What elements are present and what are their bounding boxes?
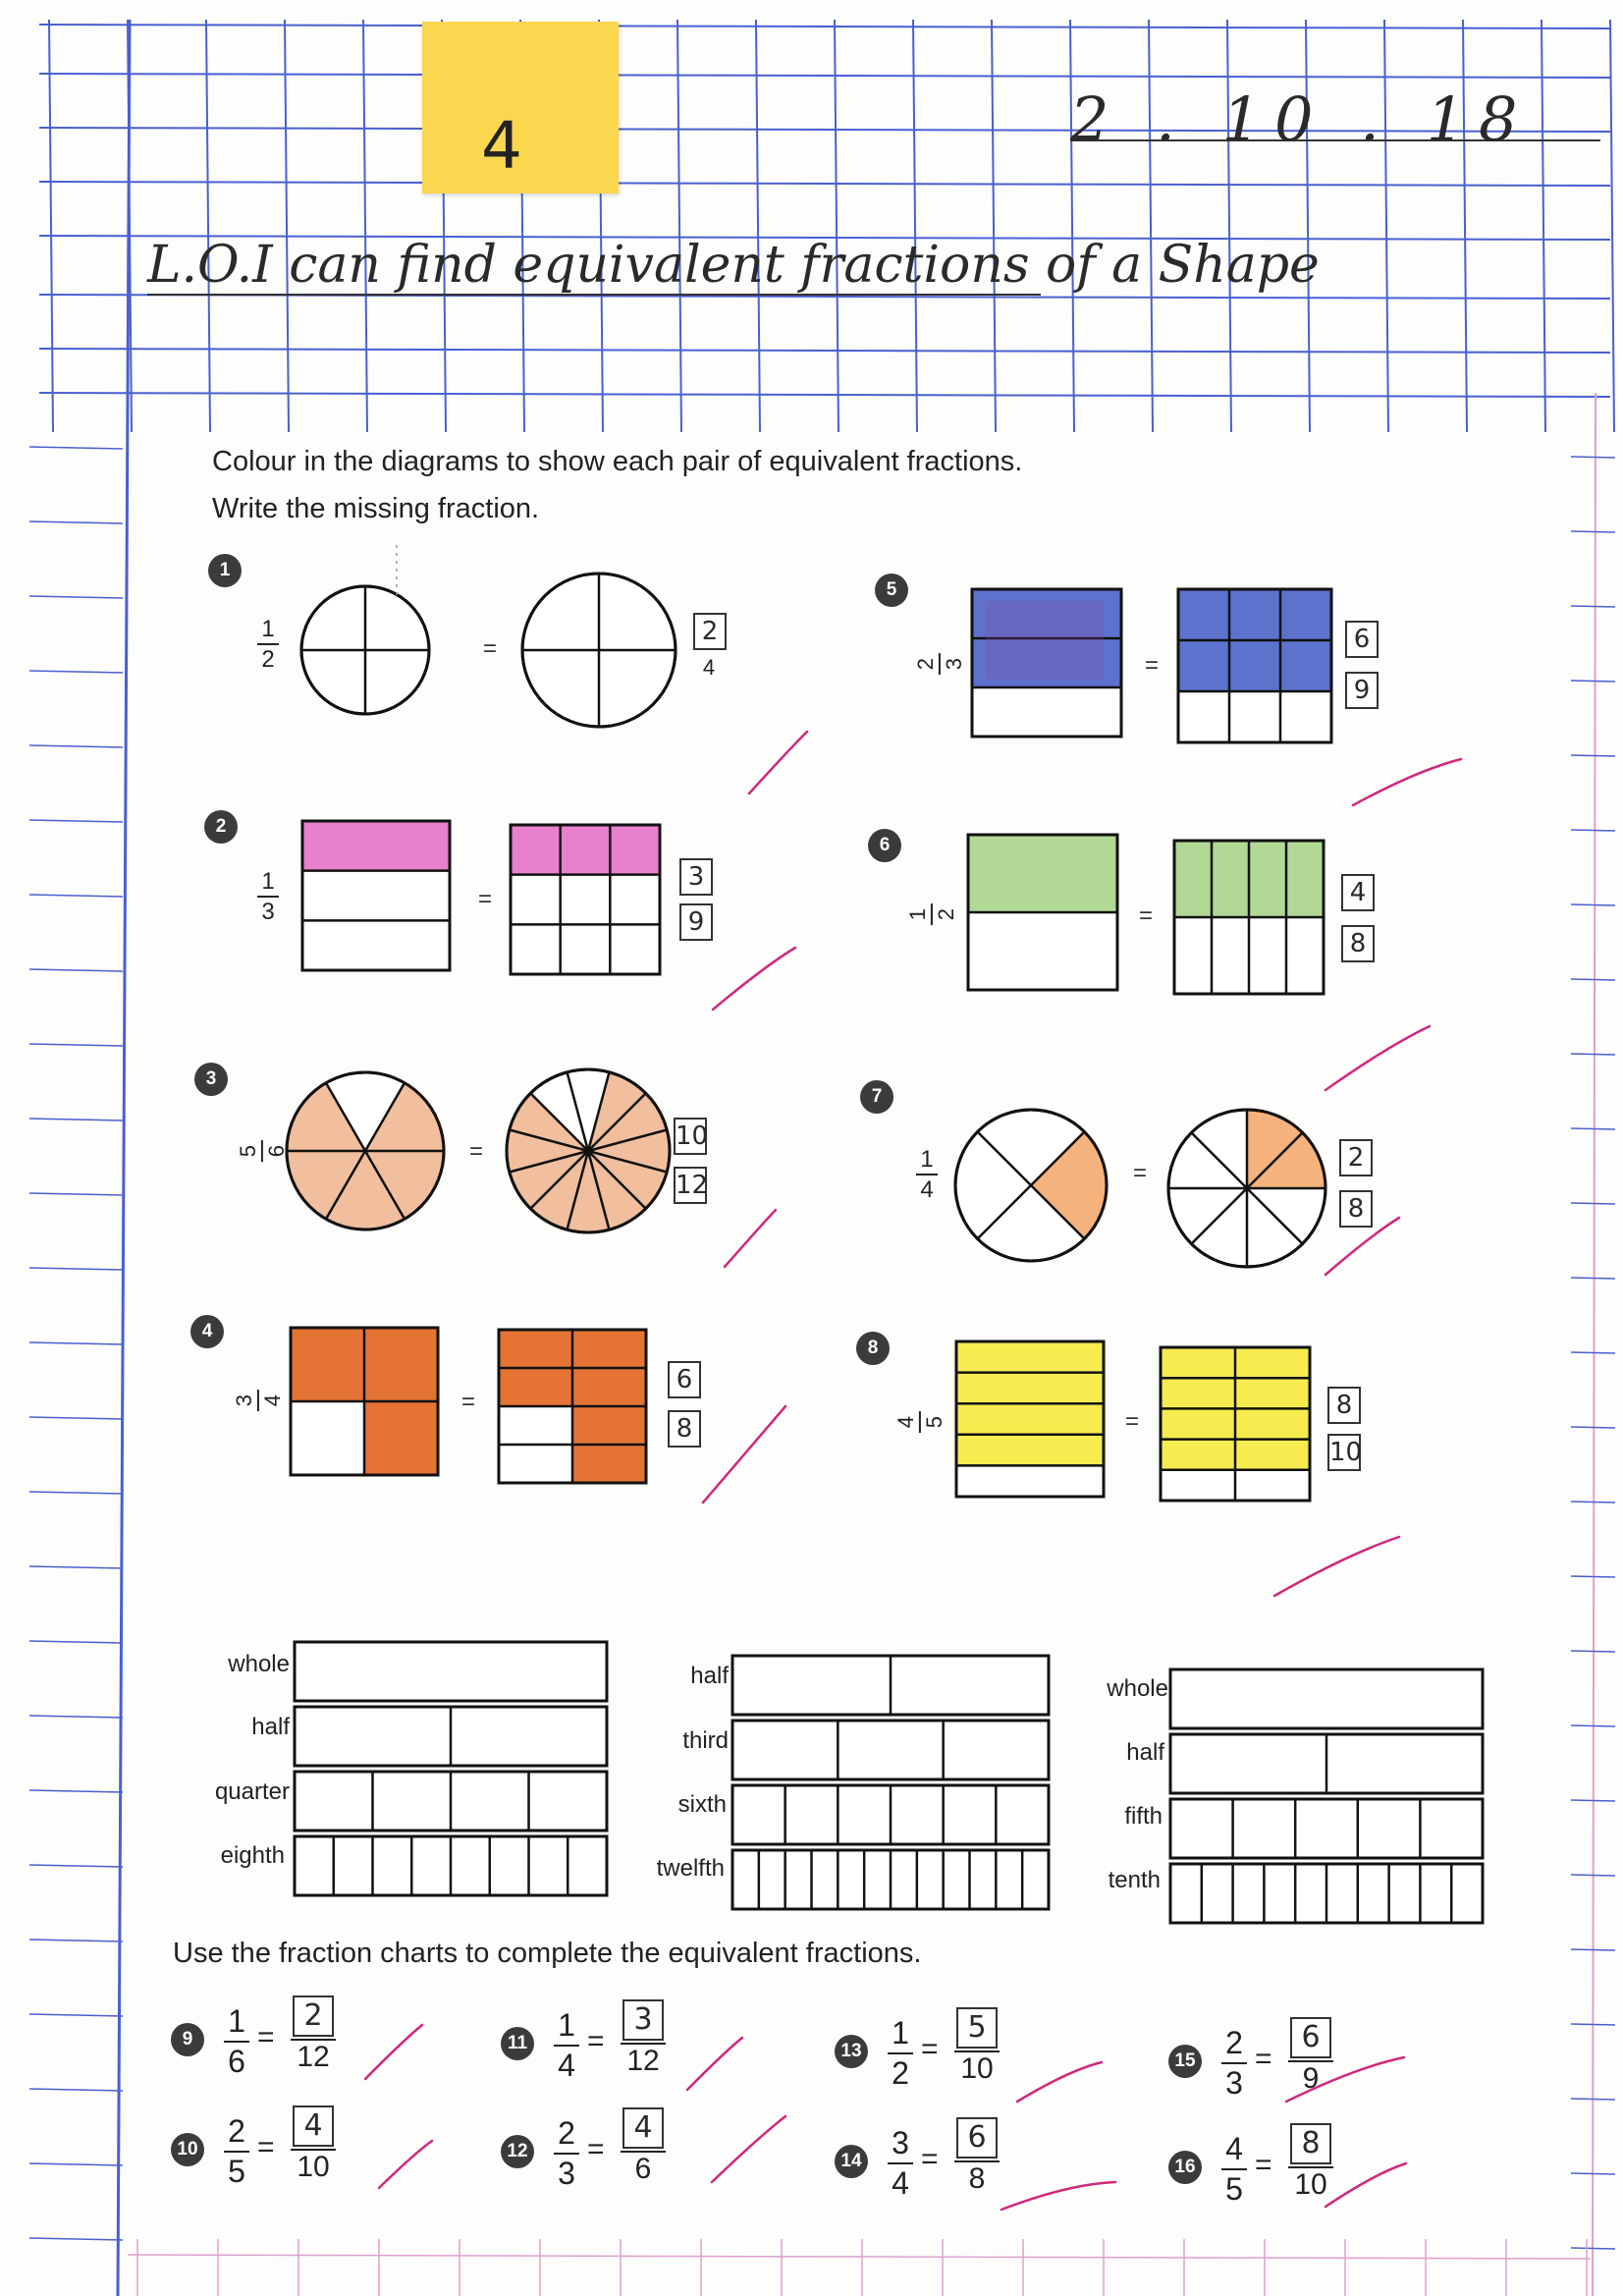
question-14-answer-numerator: 6 (956, 2117, 998, 2159)
question-8-answer-numerator: 8 (1327, 1387, 1361, 1424)
q8-equals: = (1125, 1408, 1140, 1435)
q2-right-shaded-cell (561, 825, 611, 875)
question-9-fraction (224, 2005, 249, 2077)
question-9-fraction-denominator: 6 (228, 2043, 245, 2079)
q1-check-mark (749, 732, 807, 793)
chart1-row-quarter: quarter (214, 1778, 290, 1805)
q5-right-shaded-cell (1178, 640, 1229, 691)
q5-purple-tint (986, 601, 1104, 680)
question-15-answer-denominator: 9 (1302, 2062, 1320, 2095)
question-16-answer-bar (1288, 2166, 1333, 2168)
q2-equals: = (478, 886, 493, 912)
question-2-answer-denominator: 9 (679, 903, 713, 941)
chart3-row-tenth: tenth (1108, 1867, 1161, 1893)
q4-right-shaded-cell (499, 1330, 572, 1368)
question-12-equals: = (587, 2133, 605, 2165)
q5-right-shaded-cell (1280, 589, 1331, 640)
question-8-fraction-denominator: 5 (922, 1415, 947, 1429)
question-7-fraction (916, 1147, 938, 1202)
question-1-fraction (257, 617, 279, 672)
question-10-fraction-denominator: 5 (228, 2153, 245, 2189)
chart2-row-third: third (682, 1727, 729, 1754)
question-badge-15: 15 (1168, 2045, 1202, 2078)
question-11-answer-numerator: 3 (622, 1999, 664, 2041)
question-3-answer-denominator: 12 (674, 1167, 707, 1204)
q1-equals: = (483, 635, 498, 662)
question-12-fraction-denominator: 3 (558, 2155, 575, 2191)
question-14-fraction-numerator: 3 (892, 2125, 909, 2160)
q8-right-shaded-cell (1235, 1408, 1310, 1439)
question-5-fraction-denominator: 3 (942, 657, 966, 671)
question-4-fraction-denominator: 4 (260, 1394, 285, 1407)
instruction-line-1: Colour in the diagrams to show each pair of equivalent fractions. (212, 446, 1023, 477)
question-badge-3: 3 (194, 1063, 228, 1096)
chart2-row-twelfth: twelfth (656, 1855, 725, 1882)
question-badge-12: 12 (501, 2135, 534, 2168)
question-10-answer-bar (291, 2149, 336, 2151)
question-badge-8: 8 (856, 1332, 890, 1365)
question-12-fraction-numerator: 2 (558, 2115, 575, 2151)
q4-left-shaded-cell (291, 1328, 364, 1401)
question-badge-9: 9 (171, 2023, 204, 2056)
question-12-answer-denominator: 6 (634, 2153, 652, 2185)
question-14-answer-bar (954, 2160, 1000, 2162)
question-3-fraction-denominator: 6 (264, 1144, 289, 1158)
question-2-fraction-numerator: 1 (261, 868, 275, 895)
question-12-answer-numerator: 4 (622, 2107, 664, 2149)
question-16-fraction-numerator: 4 (1225, 2131, 1243, 2166)
question-6-fraction-bar (931, 903, 933, 925)
q14-check-mark (1001, 2182, 1115, 2210)
instruction-line-2: Write the missing fraction. (212, 493, 540, 524)
q2-right-shaded-cell (511, 825, 561, 875)
chart1-row-half: half (251, 1714, 290, 1740)
question-4-answer-numerator: 6 (668, 1361, 701, 1398)
question-13-equals: = (921, 2033, 939, 2065)
q5-right-shaded-cell (1178, 589, 1229, 640)
question-16-fraction-denominator: 5 (1225, 2170, 1243, 2207)
question-11-equals: = (587, 2025, 605, 2057)
q9-check-mark (365, 2025, 422, 2079)
question-6-fraction-denominator: 2 (934, 907, 958, 921)
question-7-fraction-numerator: 1 (920, 1146, 934, 1173)
question-5-answer-denominator: 9 (1345, 672, 1379, 709)
question-1-fraction-denominator: 2 (261, 646, 275, 674)
q4-right-shaded-cell (572, 1445, 646, 1483)
q6-right-shaded-cell (1212, 841, 1249, 917)
question-6-fraction (906, 903, 957, 925)
question-9-fraction-numerator: 1 (228, 2003, 245, 2039)
question-9-equals: = (257, 2021, 275, 2053)
question-7-fraction-denominator: 4 (920, 1176, 934, 1204)
question-10-equals: = (257, 2131, 275, 2163)
q10-check-mark (379, 2141, 432, 2188)
question-10-fraction-numerator: 2 (228, 2113, 245, 2149)
question-13-fraction-bar (888, 2052, 913, 2054)
q8-right-shaded-cell (1161, 1378, 1235, 1408)
question-8-fraction (894, 1411, 946, 1433)
question-badge-16: 16 (1168, 2151, 1202, 2184)
question-14-fraction-bar (888, 2162, 913, 2164)
question-15-fraction-bar (1221, 2062, 1247, 2064)
q4-right-shaded-cell (572, 1330, 646, 1368)
question-15-fraction-denominator: 3 (1225, 2064, 1243, 2101)
question-15-answer-bar (1288, 2060, 1333, 2062)
question-5-answer-numerator: 6 (1345, 621, 1379, 658)
q6-check-mark (1325, 1026, 1430, 1090)
question-13-answer-numerator: 5 (956, 2007, 998, 2049)
question-badge-13: 13 (835, 2035, 868, 2068)
q8-left-shaded-cell (956, 1435, 1104, 1466)
question-14-fraction (888, 2127, 913, 2199)
question-4-answer-denominator: 8 (668, 1410, 701, 1448)
question-16-fraction-bar (1221, 2168, 1247, 2170)
q3-equals: = (469, 1138, 484, 1165)
q4-left-shaded-cell (364, 1401, 438, 1475)
q8-left-shaded-cell (956, 1373, 1104, 1404)
q6-equals: = (1139, 902, 1154, 929)
chart1-row-eighth: eighth (220, 1842, 285, 1869)
chart3-row-2 (1170, 1799, 1483, 1858)
question-6-answer-denominator: 8 (1341, 925, 1375, 962)
q6-right-shaded-cell (1174, 841, 1212, 917)
question-9-answer-numerator: 2 (293, 1995, 334, 2037)
q2-left-shaded-cell (302, 821, 450, 871)
chart3-row-0 (1170, 1669, 1483, 1728)
question-15-fraction-numerator: 2 (1225, 2025, 1243, 2060)
question-13-answer-denominator: 10 (960, 2052, 994, 2085)
q4-check-mark (703, 1406, 785, 1503)
question-9-answer-bar (291, 2039, 336, 2041)
q8-left-shaded-cell (956, 1341, 1104, 1373)
question-4-fraction-numerator: 3 (231, 1394, 256, 1407)
question-6-answer-numerator: 4 (1341, 874, 1375, 911)
chart3-row-half: half (1126, 1739, 1164, 1766)
q5-right-shaded-cell (1229, 589, 1280, 640)
question-12-fraction-bar (554, 2153, 579, 2155)
question-badge-4: 4 (190, 1315, 224, 1348)
question-16-equals: = (1255, 2149, 1272, 2181)
question-badge-6: 6 (868, 829, 901, 862)
q2-right-shaded-cell (610, 825, 660, 875)
question-badge-5: 5 (875, 574, 908, 607)
question-11-fraction-numerator: 1 (558, 2007, 575, 2043)
question-8-answer-denominator: 10 (1327, 1434, 1361, 1471)
question-13-fraction-denominator: 2 (892, 2054, 909, 2091)
question-3-fraction (237, 1140, 288, 1162)
question-1-answer-denominator: 4 (702, 655, 716, 680)
question-12-answer-bar (621, 2151, 666, 2153)
q16-check-mark (1325, 2163, 1406, 2207)
question-11-fraction-bar (554, 2045, 579, 2047)
question-16-answer-denominator: 10 (1294, 2168, 1327, 2201)
q11-check-mark (687, 2038, 742, 2090)
question-11-fraction (554, 2009, 579, 2081)
question-7-answer-denominator: 8 (1339, 1190, 1373, 1228)
q5-right-shaded-cell (1280, 640, 1331, 691)
question-2-fraction (257, 869, 279, 924)
question-14-answer-denominator: 8 (968, 2162, 986, 2195)
chart2-row-1 (732, 1721, 1049, 1779)
question-4-fraction (233, 1390, 284, 1411)
bottom-instruction: Use the fraction charts to complete the equivalent fractions. (173, 1938, 922, 1969)
question-5-fraction-bar (939, 653, 941, 675)
question-13-answer-bar (954, 2050, 1000, 2052)
question-2-answer-numerator: 3 (679, 858, 713, 896)
question-14-equals: = (921, 2143, 939, 2175)
sticky-note-number: 4 (481, 108, 522, 184)
question-badge-2: 2 (204, 810, 238, 844)
q6-right-shaded-cell (1286, 841, 1324, 917)
learning-objective: L.O.I can find equivalent fractions of a Shape (147, 236, 1320, 295)
question-12-fraction (554, 2117, 579, 2189)
question-badge-11: 11 (501, 2027, 534, 2060)
question-7-answer-numerator: 2 (1339, 1139, 1373, 1176)
q13-check-mark (1017, 2062, 1102, 2102)
q8-right-shaded-cell (1161, 1347, 1235, 1378)
question-16-fraction (1221, 2133, 1247, 2205)
question-badge-10: 10 (171, 2133, 204, 2166)
question-badge-7: 7 (860, 1080, 893, 1114)
q8-right-shaded-cell (1235, 1347, 1310, 1378)
q12-check-mark (712, 2116, 785, 2182)
question-5-fraction-numerator: 2 (912, 657, 938, 671)
question-13-fraction-numerator: 1 (892, 2015, 909, 2050)
question-badge-1: 1 (208, 554, 242, 587)
question-9-answer-denominator: 12 (297, 2041, 330, 2073)
q4-right-shaded-cell (499, 1368, 572, 1406)
date: 2 . 10 . 18 (1070, 83, 1532, 155)
q2-check-mark (713, 948, 795, 1010)
question-10-answer-numerator: 4 (293, 2105, 334, 2147)
q4-right-shaded-cell (572, 1368, 646, 1406)
q5-right-shaded-cell (1229, 640, 1280, 691)
chart3-row-fifth: fifth (1124, 1803, 1163, 1830)
q3-check-mark (725, 1210, 776, 1267)
question-badge-14: 14 (835, 2145, 868, 2178)
question-4-fraction-bar (257, 1390, 259, 1411)
chart1-row-0 (295, 1642, 607, 1701)
q6-right-shaded-cell (1249, 841, 1286, 917)
q8-check-mark (1274, 1537, 1399, 1596)
q8-right-shaded-cell (1161, 1408, 1235, 1439)
question-14-fraction-denominator: 4 (892, 2164, 909, 2201)
chart1-row-whole: whole (228, 1651, 290, 1677)
question-15-equals: = (1255, 2043, 1272, 2075)
q5-equals: = (1145, 652, 1160, 679)
question-13-fraction (888, 2017, 913, 2089)
q8-right-shaded-cell (1235, 1440, 1310, 1470)
chart2-row-half: half (690, 1663, 729, 1689)
q8-left-shaded-cell (956, 1403, 1104, 1435)
question-11-fraction-denominator: 4 (558, 2047, 575, 2083)
question-11-answer-bar (621, 2043, 666, 2045)
question-3-fraction-bar (261, 1140, 263, 1162)
question-10-answer-denominator: 10 (297, 2151, 330, 2183)
q8-right-shaded-cell (1235, 1378, 1310, 1408)
question-3-answer-numerator: 10 (674, 1118, 707, 1155)
question-3-fraction-numerator: 5 (235, 1144, 260, 1158)
question-1-fraction-bar (257, 643, 279, 645)
question-10-fraction (224, 2115, 249, 2187)
q4-right-shaded-cell (572, 1406, 646, 1445)
question-7-fraction-bar (916, 1174, 938, 1175)
chart2-row-sixth: sixth (677, 1791, 727, 1818)
q7-equals: = (1133, 1160, 1148, 1186)
q6-left-shaded-cell (968, 835, 1117, 912)
question-15-answer-numerator: 6 (1290, 2017, 1331, 2058)
q5-check-mark (1353, 759, 1461, 805)
question-16-answer-numerator: 8 (1290, 2123, 1331, 2164)
question-11-answer-denominator: 12 (626, 2045, 660, 2077)
question-1-fraction-numerator: 1 (261, 616, 275, 642)
q4-equals: = (461, 1389, 476, 1415)
question-2-fraction-bar (257, 896, 279, 898)
question-8-fraction-bar (919, 1411, 921, 1433)
q4-left-shaded-cell (364, 1328, 438, 1401)
question-6-fraction-numerator: 1 (904, 907, 930, 921)
question-9-fraction-bar (224, 2041, 249, 2043)
question-15-fraction (1221, 2027, 1247, 2099)
question-5-fraction (914, 653, 965, 675)
question-10-fraction-bar (224, 2151, 249, 2153)
chart3-row-whole: whole (1107, 1675, 1168, 1702)
question-2-fraction-denominator: 3 (261, 899, 275, 926)
q8-right-shaded-cell (1161, 1440, 1235, 1470)
question-1-answer-numerator: 2 (693, 613, 727, 650)
question-8-fraction-numerator: 4 (893, 1415, 918, 1429)
